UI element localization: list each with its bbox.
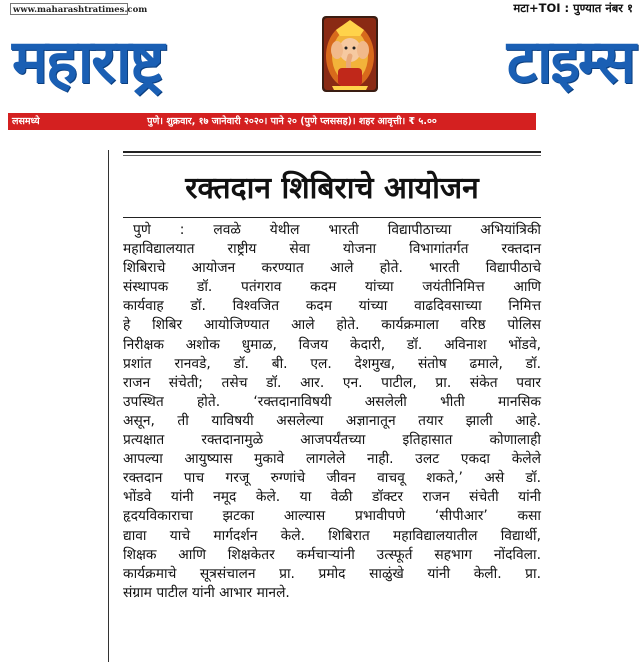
dateline-left-text: लसमध्ये	[12, 116, 40, 127]
article-line: हृदयविकाराचा झटका आल्यास प्रभावीपणे ‘सीपीआर’ कसा	[123, 508, 541, 525]
article-line: हे शिबिर आयोजिण्यात आले होते. कार्यक्रमाला वरिष्ठ पोलिस	[123, 317, 541, 334]
article-line: द्यावा याचे मार्गदर्शन केले. शिबिरात महाविद्यालयातील विद्यार्थी,	[123, 527, 541, 544]
article-line: संग्राम पाटील यांनी आभार मानले.	[123, 584, 290, 601]
article-line: कार्यवाह डॉ. विश्वजित कदम यांच्या वाढदिवसाच्या निमित्त	[123, 298, 541, 315]
article-line: शिबिराचे आयोजन करण्यात आले होते. भारती विद्यापीठाचे	[123, 260, 541, 277]
article-line: पुणे : लवळे येथील भारती विद्यापीठाच्या अभियांत्रिकी	[133, 222, 541, 238]
edition-label: मटा+TOI : पुण्यात नंबर १	[513, 1, 633, 15]
article-headline: रक्तदान शिबिराचे आयोजन	[185, 171, 479, 206]
article-line: प्रत्यक्षात रक्तदानामुळे आजपर्यंतच्या इतिहासात कोणालाही	[123, 432, 541, 449]
article-line: रक्तदान पाच गरजू रुग्णांचे जीवन वाचवू शकते,’ असे डॉ.	[123, 470, 541, 487]
article-line: संस्थापक डॉ. पतंगराव कदम यांच्या जयंतीनिमित्त आणि	[123, 279, 541, 296]
article-line: कार्यक्रमाचे सूत्रसंचालन प्रा. प्रमोद साळुंखे यांनी केली. प्रा.	[123, 565, 541, 582]
article-body	[123, 221, 541, 603]
article-top-rule-thin	[123, 155, 541, 156]
article-line: भोंडवे यांनी नमूद केले. या वेळी डॉक्टर राजन संचेती यांनी	[123, 489, 541, 506]
article-line: राजन संचेती; तसेच डॉ. आर. एन. पाटील, प्रा. संकेत पवार	[123, 374, 541, 391]
article-line: आपल्या आयुष्यास मुकावे लागलेले नाही. उलट एकदा केलेले	[123, 451, 541, 468]
article-line: निरीक्षक अशोक धुमाळ, विजय केदारी, डॉ. अविनाश भोंडवे,	[123, 336, 541, 353]
masthead-left	[12, 14, 310, 110]
article-line: शिक्षक आणि शिक्षकेतर कर्मचाऱ्यांनी उत्स्फूर्त सहभाग नोंदविला.	[123, 546, 541, 563]
dateline-bar	[8, 113, 536, 130]
masthead-right	[384, 14, 634, 110]
masthead-title-right: टाइम्स	[506, 27, 634, 97]
masthead-title-left: महाराष्ट्र	[12, 27, 163, 97]
dateline-text: पुणे। शुक्रवार, १७ जानेवारी २०२०। पाने २० (पुणे प्लससह)। शहर आवृत्ती। ₹ ५.००	[147, 116, 437, 127]
website-url: www.maharashtratimes.com	[10, 3, 128, 15]
article-line: महाविद्यालयात राष्ट्रीय सेवा योजना विभागांतर्गत रक्तदान	[123, 241, 541, 258]
article-line: उपस्थित होते. ‘रक्तदानाविषयी असलेली भीती मानसिक	[123, 393, 541, 410]
article-line: प्रशांत रानवडे, डॉ. बी. एल. देशमुख, संतोष ढमाले, डॉ.	[123, 355, 541, 372]
column-divider	[108, 150, 109, 662]
headline-rule	[123, 217, 541, 218]
article-line: असून, ती याविषयी असलेल्या अज्ञानातून तयार झाली आहे.	[123, 412, 541, 429]
ganesha-logo-icon	[322, 16, 378, 92]
article-top-rule	[123, 151, 541, 153]
